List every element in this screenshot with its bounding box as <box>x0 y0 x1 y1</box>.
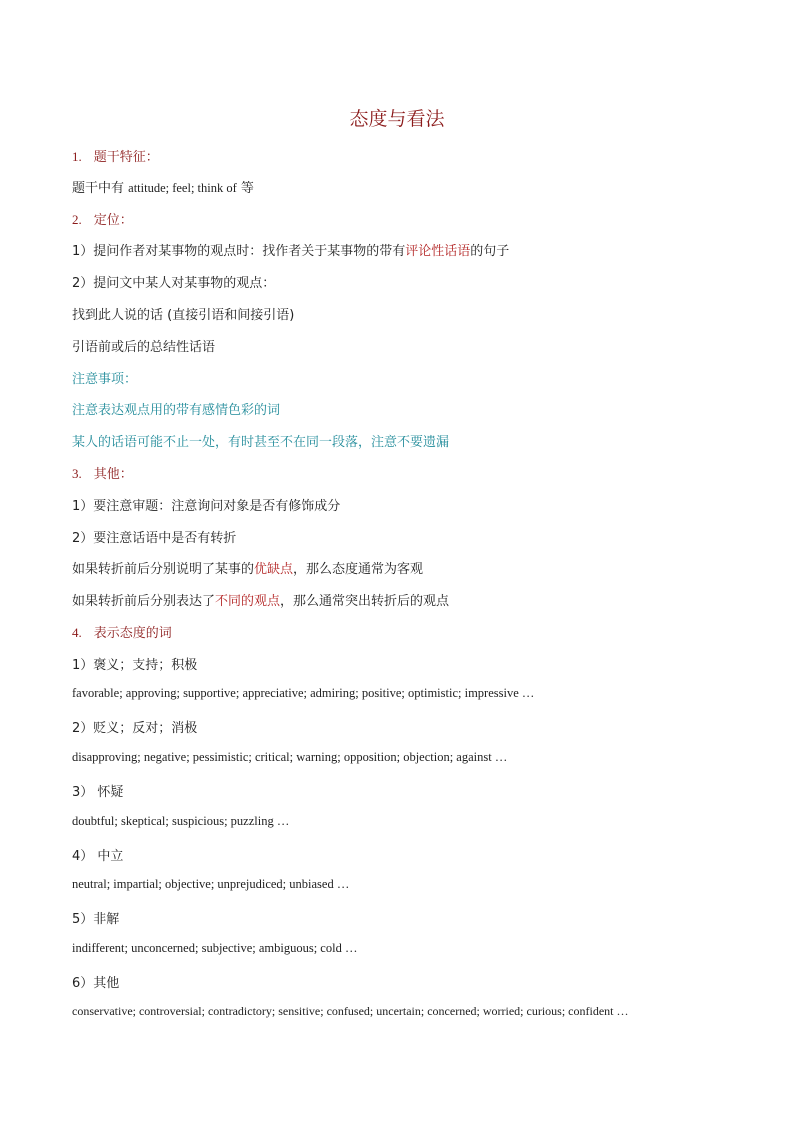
text: 的句子 <box>470 244 510 259</box>
group-4-words: neutral; impartial; objective; unprejudiced; unbiased … <box>72 877 350 891</box>
highlight-text: 优缺点 <box>254 562 294 577</box>
page-title: 态度与看法 <box>349 108 445 130</box>
group-1-words: favorable; approving; supportive; appreciative; admiring; positive; optimistic; impressive … <box>72 686 535 700</box>
group-6-words: conservative; controversial; contradictory; sensitive; confused; uncertain; concerned; worried; curious; confident … <box>72 1004 629 1018</box>
text: 1）提问作者对某事物的观点时：找作者关于某事物的带有 <box>72 244 406 259</box>
section-3-line-3 <box>72 558 423 577</box>
group-4-label: 4） 中立 <box>72 849 124 864</box>
section-1-number: 1. <box>72 149 82 164</box>
note-heading: 注意事项： <box>72 372 138 387</box>
note-1: 注意表达观点用的带有感情色彩的词 <box>72 403 281 418</box>
section-2-line-2: 2）提问文中某人对某事物的观点： <box>72 276 276 291</box>
group-1-label: 1）褒义；支持；积极 <box>72 658 198 673</box>
highlight-text: 评论性话语 <box>405 244 471 259</box>
section-3-number: 3. <box>72 466 82 481</box>
section-3-line-1: 1）要注意审题：注意询问对象是否有修饰成分 <box>72 499 341 514</box>
section-1-heading <box>72 146 159 165</box>
group-2-words: disapproving; negative; pessimistic; critical; warning; opposition; objection; against … <box>72 750 508 764</box>
section-2-line-4: 引语前或后的总结性话语 <box>72 340 216 355</box>
group-6-label: 6）其他 <box>72 976 120 991</box>
text: ，那么态度通常为客观 <box>293 562 424 577</box>
section-2-heading <box>72 209 133 228</box>
group-3-label: 3） 怀疑 <box>72 785 124 800</box>
text: 如果转折前后分别表达了 <box>72 594 216 609</box>
section-2-line-3: 找到此人说的话 (直接引语和间接引语) <box>72 308 295 323</box>
group-3-words: doubtful; skeptical; suspicious; puzzling … <box>72 814 290 828</box>
note-2: 某人的话语可能不止一处，有时甚至不在同一段落，注意不要遗漏 <box>72 435 450 450</box>
section-4-heading <box>72 622 172 641</box>
group-2-label: 2）贬义；反对；消极 <box>72 721 198 736</box>
section-2-line-1 <box>72 240 509 259</box>
section-1-line <box>72 177 254 196</box>
section-2-label: 定位： <box>93 213 133 228</box>
section-4-number: 4. <box>72 625 82 640</box>
text: 题干中有 <box>72 181 129 196</box>
highlight-text: 不同的观点 <box>215 594 281 609</box>
text: ，那么通常突出转折后的观点 <box>280 594 450 609</box>
section-1-label: 题干特征： <box>93 150 159 165</box>
text: 如果转折前后分别说明了某事的 <box>72 562 255 577</box>
section-2-number: 2. <box>72 212 82 227</box>
section-3-heading <box>72 463 133 482</box>
section-3-label: 其他： <box>93 467 133 482</box>
text: 等 <box>236 181 254 196</box>
group-5-words: indifferent; unconcerned; subjective; ambiguous; cold … <box>72 941 358 955</box>
keywords: attitude; feel; think of <box>128 181 237 195</box>
section-3-line-2: 2）要注意话语中是否有转折 <box>72 531 237 546</box>
group-5-label: 5）非解 <box>72 912 120 927</box>
section-4-label: 表示态度的词 <box>93 626 172 641</box>
section-3-line-4 <box>72 590 449 609</box>
